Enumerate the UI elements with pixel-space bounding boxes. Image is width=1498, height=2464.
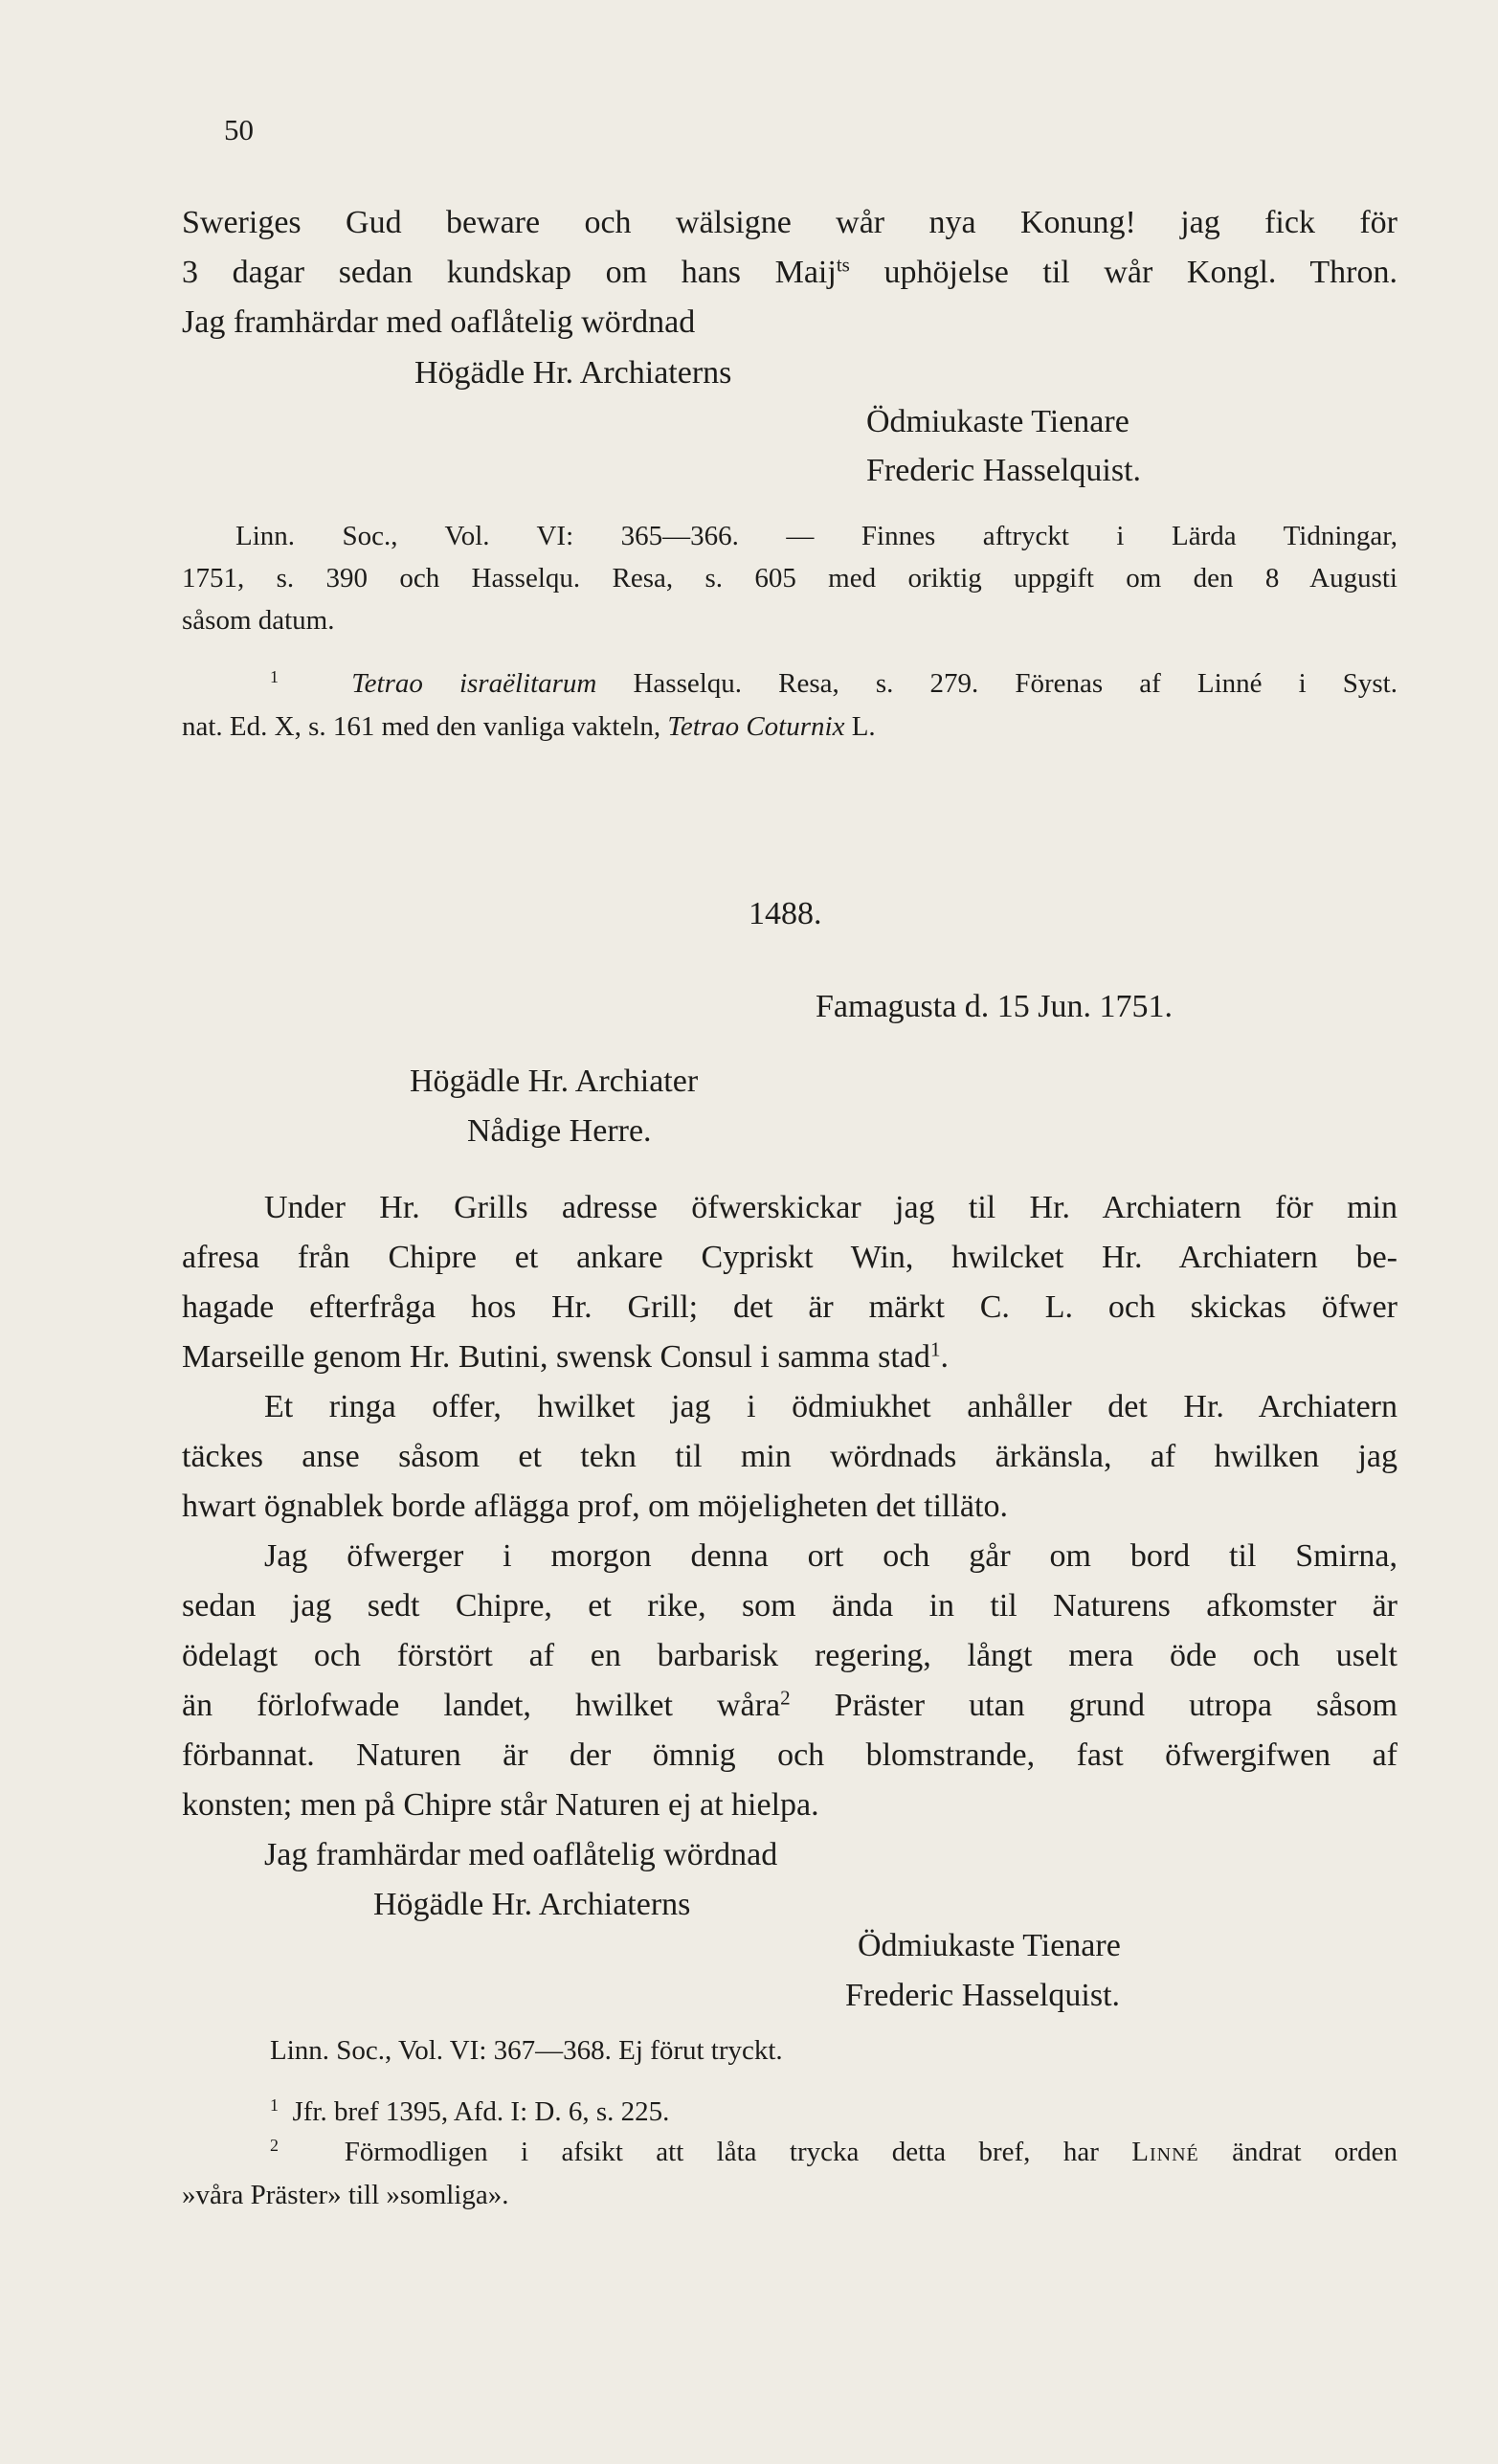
letter-1488-line-11 xyxy=(182,1686,1397,1723)
letter-1488-line-9 xyxy=(182,1590,1397,1623)
text-span: förbannat. Naturen är der ömnig och blomstrande, fast öfwergifwen af xyxy=(182,1737,1397,1773)
text-span: Hasselqu. Resa, s. 279. Förenas af Linné i Syst. xyxy=(596,668,1397,699)
letter-1488-line-8 xyxy=(264,1540,1397,1573)
source-note-1488: Linn. Soc., Vol. VI: 367—368. Ej förut tryckt. xyxy=(270,2035,783,2066)
superscript: ts xyxy=(836,253,850,277)
text-span: täckes anse såsom et tekn til min wördnads ärkänsla, af hwilken jag xyxy=(182,1439,1397,1474)
text-span: 1751, s. 390 och Hasselqu. Resa, s. 605 med oriktig uppgift om den 8 Augusti xyxy=(182,563,1397,594)
text-span: L. xyxy=(844,711,876,742)
letter-1488-signature: Frederic Hasselquist. xyxy=(845,1978,1121,2013)
letter-1488-line-4 xyxy=(182,1337,949,1375)
footnote-ref: 2 xyxy=(780,1686,791,1710)
salutation-2: Nådige Herre. xyxy=(467,1113,652,1149)
letter-1488-closing: Ödmiukaste Tienare xyxy=(858,1928,1121,1963)
text-span: 3 dagar sedan kundskap om hans Maij xyxy=(182,255,837,290)
source-note-1487-line-1 xyxy=(235,523,1397,550)
text-span: sedan jag sedt Chipre, et rike, som ända in til Naturens afkomster är xyxy=(182,1588,1397,1624)
text-span: Sweriges Gud beware och wälsigne wår nya Konung! jag fick för xyxy=(182,205,1397,240)
text-span: Et ringa offer, hwilket jag i ödmiukhet anhåller det Hr. Archiatern xyxy=(264,1389,1397,1424)
letter-1488-line-6 xyxy=(182,1441,1397,1473)
salutation-1: Högädle Hr. Archiater xyxy=(410,1064,699,1099)
letter-1488-line-5 xyxy=(264,1391,1397,1423)
footnote-1488-2-line-2: »våra Präster» till »somliga». xyxy=(182,2180,509,2210)
taxon-name: Tetrao israëlitarum xyxy=(351,668,597,699)
letter-1488-line-13: konsten; men på Chipre står Naturen ej at hielpa. xyxy=(182,1787,819,1823)
text-span: Linn. Soc., Vol. VI: 365—366. — Finnes aftryckt i Lärda Tidningar, xyxy=(235,521,1397,551)
letter-1487-signature: Frederic Hasselquist. xyxy=(866,453,1142,488)
text-span: ändrat orden xyxy=(1198,2137,1398,2167)
letter-1487-addressee: Högädle Hr. Archiaterns xyxy=(414,355,732,391)
text-span: Förmodligen i afsikt att låta trycka detta bref, har xyxy=(344,2137,1132,2167)
letter-number: 1488. xyxy=(749,896,822,931)
letter-1488-line-12 xyxy=(182,1739,1397,1772)
text-span: hagade efterfråga hos Hr. Grill; det är märkt C. L. och skickas öfwer xyxy=(182,1289,1397,1325)
author-name: Linné xyxy=(1131,2137,1199,2167)
footnote-1487-line-2 xyxy=(182,713,876,741)
footnote-1488-1 xyxy=(270,2095,670,2127)
source-note-1487-line-2 xyxy=(182,565,1397,593)
text-span: uphöjelse til wår Kongl. Thron. xyxy=(849,255,1397,290)
footnote-marker: 2 xyxy=(270,2136,279,2156)
letter-1488-line-7: hwart ögnablek borde aflägga prof, om möjeligheten det tilläto. xyxy=(182,1489,1008,1524)
text-span: afresa från Chipre et ankare Cypriskt Win, hwilcket Hr. Archiatern be- xyxy=(182,1240,1397,1275)
footnote-marker: 1 xyxy=(270,2095,279,2116)
footnote-ref: 1 xyxy=(929,1337,941,1361)
footnote-1488-2-line-1 xyxy=(270,2136,1398,2167)
letter-1488-line-14: Jag framhärdar med oaflåtelig wördnad xyxy=(264,1837,778,1872)
text-span: Jag öfwerger i morgon denna ort och går om bord til Smirna, xyxy=(264,1538,1397,1574)
letter-1488-line-1 xyxy=(264,1192,1397,1224)
footnote-1487-line-1 xyxy=(270,667,1397,699)
letter-1487-closing: Ödmiukaste Tienare xyxy=(866,404,1129,439)
letter-1487-line-3: Jag framhärdar med oaflåtelig wördnad xyxy=(182,304,696,340)
place-date: Famagusta d. 15 Jun. 1751. xyxy=(816,989,1174,1024)
text-span: . xyxy=(940,1339,949,1375)
text-span: Präster utan grund utropa såsom xyxy=(790,1688,1397,1723)
letter-1488-addressee: Högädle Hr. Archiaterns xyxy=(373,1887,691,1922)
text-span: Jfr. bref 1395, Afd. I: D. 6, s. 225. xyxy=(292,2096,670,2127)
text-span: Under Hr. Grills adresse öfwerskickar jag til Hr. Archiatern för min xyxy=(264,1190,1397,1225)
text-span: ödelagt och förstört af en barbarisk regering, långt mera öde och uselt xyxy=(182,1638,1397,1673)
letter-1487-line-2 xyxy=(182,253,1397,290)
taxon-name: Tetrao Coturnix xyxy=(667,711,845,742)
page-number: 50 xyxy=(224,113,254,146)
text-span: nat. Ed. X, s. 161 med den vanliga vakteln, xyxy=(182,711,668,742)
letter-1488-line-3 xyxy=(182,1291,1397,1324)
letter-1487-line-1 xyxy=(182,207,1397,239)
letter-1488-line-10 xyxy=(182,1640,1397,1672)
text-span: Marseille genom Hr. Butini, swensk Consul i samma stad xyxy=(182,1339,930,1375)
text-span: än förlofwade landet, hwilket wåra xyxy=(182,1688,781,1723)
letter-1488-line-2 xyxy=(182,1242,1397,1274)
source-note-1487-line-3: såsom datum. xyxy=(182,605,335,636)
footnote-marker: 1 xyxy=(270,667,279,687)
